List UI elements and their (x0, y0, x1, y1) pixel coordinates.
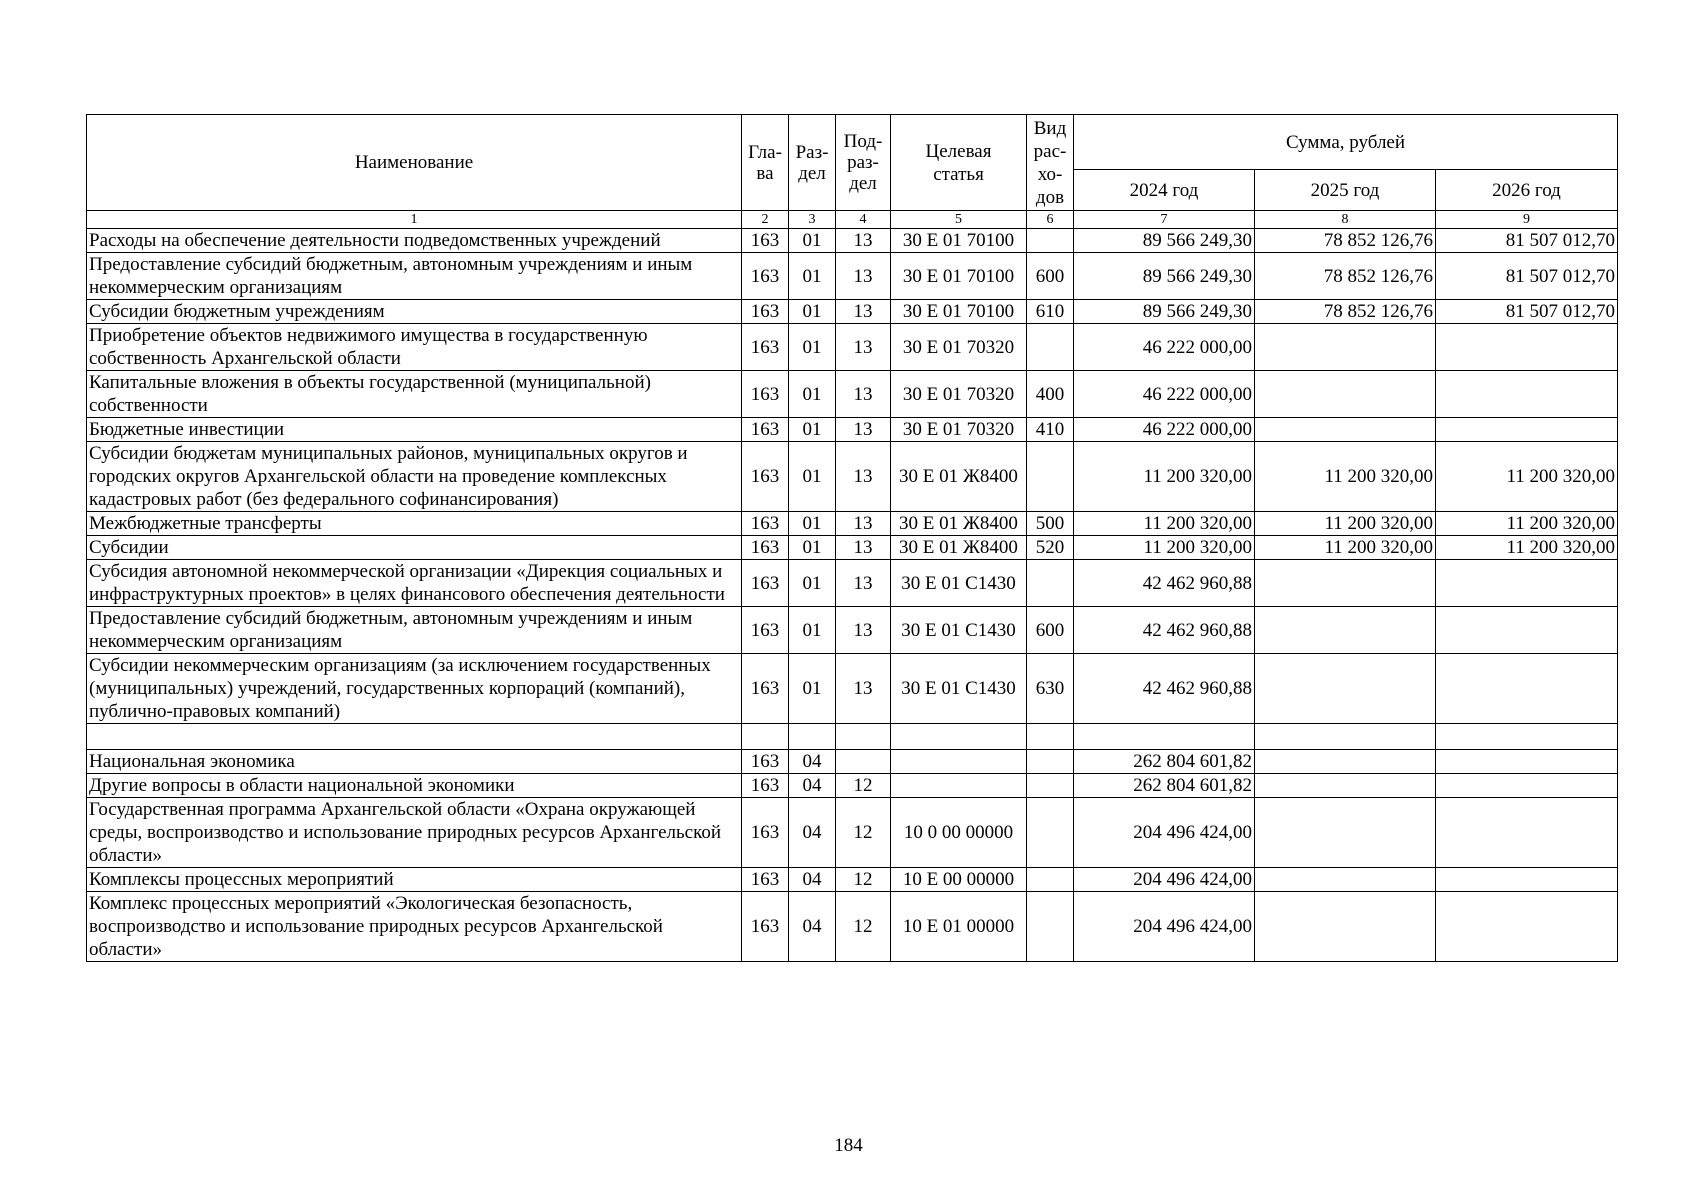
row-amount-2024: 89 566 249,30 (1074, 300, 1255, 324)
row-razdel: 01 (789, 253, 836, 300)
table-row (87, 774, 1618, 798)
row-vid: 610 (1027, 300, 1074, 324)
row-amount-2025 (1255, 654, 1436, 724)
column-number: 5 (891, 211, 1027, 229)
row-name: Расходы на обеспечение деятельности подведомственных учреждений (87, 229, 742, 253)
header-sum: Сумма, рублей (1074, 115, 1618, 170)
header-year-2025: 2025 год (1255, 170, 1436, 211)
row-razdel: 01 (789, 324, 836, 371)
row-name: Капитальные вложения в объекты государственной (муниципальной) собственности (87, 371, 742, 418)
row-amount-2024: 204 496 424,00 (1074, 798, 1255, 868)
row-target: 30 Е 01 Ж8400 (891, 442, 1027, 512)
row-glava: 163 (742, 750, 789, 774)
header-year-2024: 2024 год (1074, 170, 1255, 211)
row-name: Межбюджетные трансферты (87, 512, 742, 536)
row-podrazdel (836, 750, 891, 774)
row-target: 30 Е 01 Ж8400 (891, 512, 1027, 536)
row-glava: 163 (742, 560, 789, 607)
header-razdel: Раз- дел (789, 115, 836, 211)
row-name: Субсидии бюджетным учреждениям (87, 300, 742, 324)
row-target: 30 Е 01 70100 (891, 253, 1027, 300)
row-amount-2025 (1255, 892, 1436, 962)
column-number: 9 (1436, 211, 1618, 229)
row-name: Субсидия автономной некоммерческой организации «Дирекция социальных и инфраструктурных проектов» в целях финансового обеспечения деятельности (87, 560, 742, 607)
row-podrazdel: 13 (836, 654, 891, 724)
row-amount-2024: 46 222 000,00 (1074, 418, 1255, 442)
row-amount-2026 (1436, 750, 1618, 774)
column-number: 1 (87, 211, 742, 229)
row-razdel: 04 (789, 798, 836, 868)
row-amount-2024: 204 496 424,00 (1074, 892, 1255, 962)
page-number: 184 (834, 1135, 863, 1156)
row-razdel: 01 (789, 442, 836, 512)
row-podrazdel: 13 (836, 607, 891, 654)
row-amount-2024: 46 222 000,00 (1074, 371, 1255, 418)
row-vid (1027, 229, 1074, 253)
row-target: 30 Е 01 70320 (891, 324, 1027, 371)
row-amount-2024: 42 462 960,88 (1074, 654, 1255, 724)
row-target (891, 724, 1027, 750)
row-target: 30 Е 01 70320 (891, 371, 1027, 418)
row-amount-2026 (1436, 654, 1618, 724)
row-target: 30 Е 01 С1430 (891, 560, 1027, 607)
row-name: Комплексы процессных мероприятий (87, 868, 742, 892)
row-podrazdel: 13 (836, 536, 891, 560)
row-amount-2025: 78 852 126,76 (1255, 229, 1436, 253)
row-razdel: 01 (789, 560, 836, 607)
row-amount-2025: 11 200 320,00 (1255, 442, 1436, 512)
table-row (87, 536, 1618, 560)
row-amount-2026 (1436, 868, 1618, 892)
column-number: 3 (789, 211, 836, 229)
table-row (87, 798, 1618, 868)
row-name: Субсидии некоммерческим организациям (за исключением государственных (муниципальных) учреждений, государственных корпораций (компаний), публично-правовых компаний) (87, 654, 742, 724)
row-razdel: 04 (789, 750, 836, 774)
row-podrazdel: 13 (836, 229, 891, 253)
row-vid: 600 (1027, 253, 1074, 300)
table-row (87, 324, 1618, 371)
table-row (87, 512, 1618, 536)
row-name: Государственная программа Архангельской области «Охрана окружающей среды, воспроизводство и использование природных ресурсов Архангельской области» (87, 798, 742, 868)
table-row (87, 442, 1618, 512)
row-razdel: 01 (789, 512, 836, 536)
row-amount-2024: 42 462 960,88 (1074, 607, 1255, 654)
row-name: Приобретение объектов недвижимого имущества в государственную собственность Архангельской области (87, 324, 742, 371)
row-target: 10 Е 00 00000 (891, 868, 1027, 892)
row-amount-2025 (1255, 560, 1436, 607)
column-number: 2 (742, 211, 789, 229)
row-glava: 163 (742, 300, 789, 324)
row-glava: 163 (742, 798, 789, 868)
table-row (87, 253, 1618, 300)
row-amount-2026 (1436, 798, 1618, 868)
row-podrazdel: 13 (836, 418, 891, 442)
row-razdel: 01 (789, 654, 836, 724)
row-podrazdel: 12 (836, 774, 891, 798)
row-podrazdel: 13 (836, 442, 891, 512)
row-glava: 163 (742, 371, 789, 418)
row-amount-2025 (1255, 750, 1436, 774)
row-amount-2025: 78 852 126,76 (1255, 300, 1436, 324)
header-year-2026: 2026 год (1436, 170, 1618, 211)
row-podrazdel: 12 (836, 868, 891, 892)
row-name (87, 724, 742, 750)
table-row (87, 892, 1618, 962)
row-amount-2026: 81 507 012,70 (1436, 300, 1618, 324)
row-amount-2025: 78 852 126,76 (1255, 253, 1436, 300)
row-podrazdel: 12 (836, 892, 891, 962)
row-amount-2026 (1436, 371, 1618, 418)
row-target: 30 Е 01 70320 (891, 418, 1027, 442)
row-target: 30 Е 01 Ж8400 (891, 536, 1027, 560)
table-row (87, 724, 1618, 750)
row-glava: 163 (742, 418, 789, 442)
row-glava: 163 (742, 774, 789, 798)
row-podrazdel: 13 (836, 371, 891, 418)
row-amount-2025 (1255, 371, 1436, 418)
row-target: 30 Е 01 70100 (891, 300, 1027, 324)
row-amount-2026 (1436, 774, 1618, 798)
table-row (87, 371, 1618, 418)
row-amount-2024: 89 566 249,30 (1074, 229, 1255, 253)
row-vid: 520 (1027, 536, 1074, 560)
row-name: Предоставление субсидий бюджетным, автономным учреждениям и иным некоммерческим организациям (87, 607, 742, 654)
column-number-row (87, 211, 1618, 229)
row-amount-2024 (1074, 724, 1255, 750)
row-vid: 400 (1027, 371, 1074, 418)
row-amount-2024: 89 566 249,30 (1074, 253, 1255, 300)
row-amount-2025 (1255, 607, 1436, 654)
row-target (891, 774, 1027, 798)
row-glava: 163 (742, 536, 789, 560)
header-podrazdel: Под- раз- дел (836, 115, 891, 211)
budget-table (86, 114, 1618, 962)
row-target (891, 750, 1027, 774)
row-podrazdel (836, 724, 891, 750)
row-glava: 163 (742, 253, 789, 300)
row-name: Другие вопросы в области национальной экономики (87, 774, 742, 798)
row-amount-2024: 11 200 320,00 (1074, 536, 1255, 560)
row-amount-2025 (1255, 774, 1436, 798)
header-target: Целевая статья (891, 115, 1027, 211)
row-amount-2024: 262 804 601,82 (1074, 774, 1255, 798)
table-row (87, 607, 1618, 654)
row-amount-2024: 42 462 960,88 (1074, 560, 1255, 607)
header-vid: Вид рас- хо- дов (1027, 115, 1074, 211)
row-glava: 163 (742, 892, 789, 962)
row-amount-2025: 11 200 320,00 (1255, 512, 1436, 536)
row-glava: 163 (742, 324, 789, 371)
row-razdel: 01 (789, 371, 836, 418)
row-amount-2024: 11 200 320,00 (1074, 442, 1255, 512)
row-vid (1027, 892, 1074, 962)
row-amount-2026 (1436, 607, 1618, 654)
row-razdel: 01 (789, 300, 836, 324)
row-glava: 163 (742, 654, 789, 724)
column-number: 6 (1027, 211, 1074, 229)
row-amount-2025 (1255, 868, 1436, 892)
table-row (87, 750, 1618, 774)
row-amount-2025: 11 200 320,00 (1255, 536, 1436, 560)
row-razdel: 04 (789, 868, 836, 892)
row-podrazdel: 13 (836, 560, 891, 607)
row-name: Национальная экономика (87, 750, 742, 774)
row-amount-2025 (1255, 798, 1436, 868)
row-podrazdel: 13 (836, 300, 891, 324)
row-vid (1027, 442, 1074, 512)
row-amount-2026: 11 200 320,00 (1436, 512, 1618, 536)
row-amount-2026: 11 200 320,00 (1436, 442, 1618, 512)
table-row (87, 229, 1618, 253)
row-vid (1027, 868, 1074, 892)
row-amount-2026 (1436, 724, 1618, 750)
row-glava: 163 (742, 607, 789, 654)
row-name: Субсидии (87, 536, 742, 560)
row-podrazdel: 13 (836, 512, 891, 536)
row-glava (742, 724, 789, 750)
row-razdel: 01 (789, 229, 836, 253)
row-target: 30 Е 01 С1430 (891, 654, 1027, 724)
row-vid (1027, 560, 1074, 607)
row-target: 10 Е 01 00000 (891, 892, 1027, 962)
table-body (87, 229, 1618, 962)
table-row (87, 560, 1618, 607)
row-razdel: 04 (789, 774, 836, 798)
row-podrazdel: 13 (836, 324, 891, 371)
row-amount-2026 (1436, 418, 1618, 442)
row-amount-2026 (1436, 560, 1618, 607)
row-name: Предоставление субсидий бюджетным, автономным учреждениям и иным некоммерческим организациям (87, 253, 742, 300)
row-target: 30 Е 01 70100 (891, 229, 1027, 253)
row-amount-2025 (1255, 324, 1436, 371)
row-glava: 163 (742, 868, 789, 892)
row-amount-2026 (1436, 892, 1618, 962)
row-glava: 163 (742, 512, 789, 536)
row-amount-2024: 262 804 601,82 (1074, 750, 1255, 774)
row-glava: 163 (742, 229, 789, 253)
header-glava: Гла- ва (742, 115, 789, 211)
row-podrazdel: 12 (836, 798, 891, 868)
row-name: Комплекс процессных мероприятий «Экологическая безопасность, воспроизводство и использование природных ресурсов Архангельской области» (87, 892, 742, 962)
row-glava: 163 (742, 442, 789, 512)
row-vid: 500 (1027, 512, 1074, 536)
row-amount-2024: 204 496 424,00 (1074, 868, 1255, 892)
row-amount-2026: 81 507 012,70 (1436, 229, 1618, 253)
row-target: 10 0 00 00000 (891, 798, 1027, 868)
row-amount-2026: 11 200 320,00 (1436, 536, 1618, 560)
row-razdel: 04 (789, 892, 836, 962)
row-vid (1027, 724, 1074, 750)
row-vid (1027, 324, 1074, 371)
table-row (87, 654, 1618, 724)
column-number: 4 (836, 211, 891, 229)
row-amount-2026 (1436, 324, 1618, 371)
row-amount-2026: 81 507 012,70 (1436, 253, 1618, 300)
row-razdel (789, 724, 836, 750)
row-name: Субсидии бюджетам муниципальных районов, муниципальных округов и городских округов Архангельской области на проведение комплексных кадастровых работ (без федерального софинансирования) (87, 442, 742, 512)
row-vid (1027, 798, 1074, 868)
row-vid: 410 (1027, 418, 1074, 442)
row-vid: 600 (1027, 607, 1074, 654)
row-amount-2024: 46 222 000,00 (1074, 324, 1255, 371)
column-number: 8 (1255, 211, 1436, 229)
row-razdel: 01 (789, 418, 836, 442)
row-podrazdel: 13 (836, 253, 891, 300)
table-row (87, 868, 1618, 892)
row-amount-2025 (1255, 724, 1436, 750)
table-row (87, 418, 1618, 442)
row-vid: 630 (1027, 654, 1074, 724)
table-row (87, 300, 1618, 324)
row-razdel: 01 (789, 536, 836, 560)
row-vid (1027, 750, 1074, 774)
header-name: Наименование (87, 115, 742, 211)
row-vid (1027, 774, 1074, 798)
row-amount-2025 (1255, 418, 1436, 442)
row-amount-2024: 11 200 320,00 (1074, 512, 1255, 536)
row-razdel: 01 (789, 607, 836, 654)
row-target: 30 Е 01 С1430 (891, 607, 1027, 654)
column-number: 7 (1074, 211, 1255, 229)
row-name: Бюджетные инвестиции (87, 418, 742, 442)
